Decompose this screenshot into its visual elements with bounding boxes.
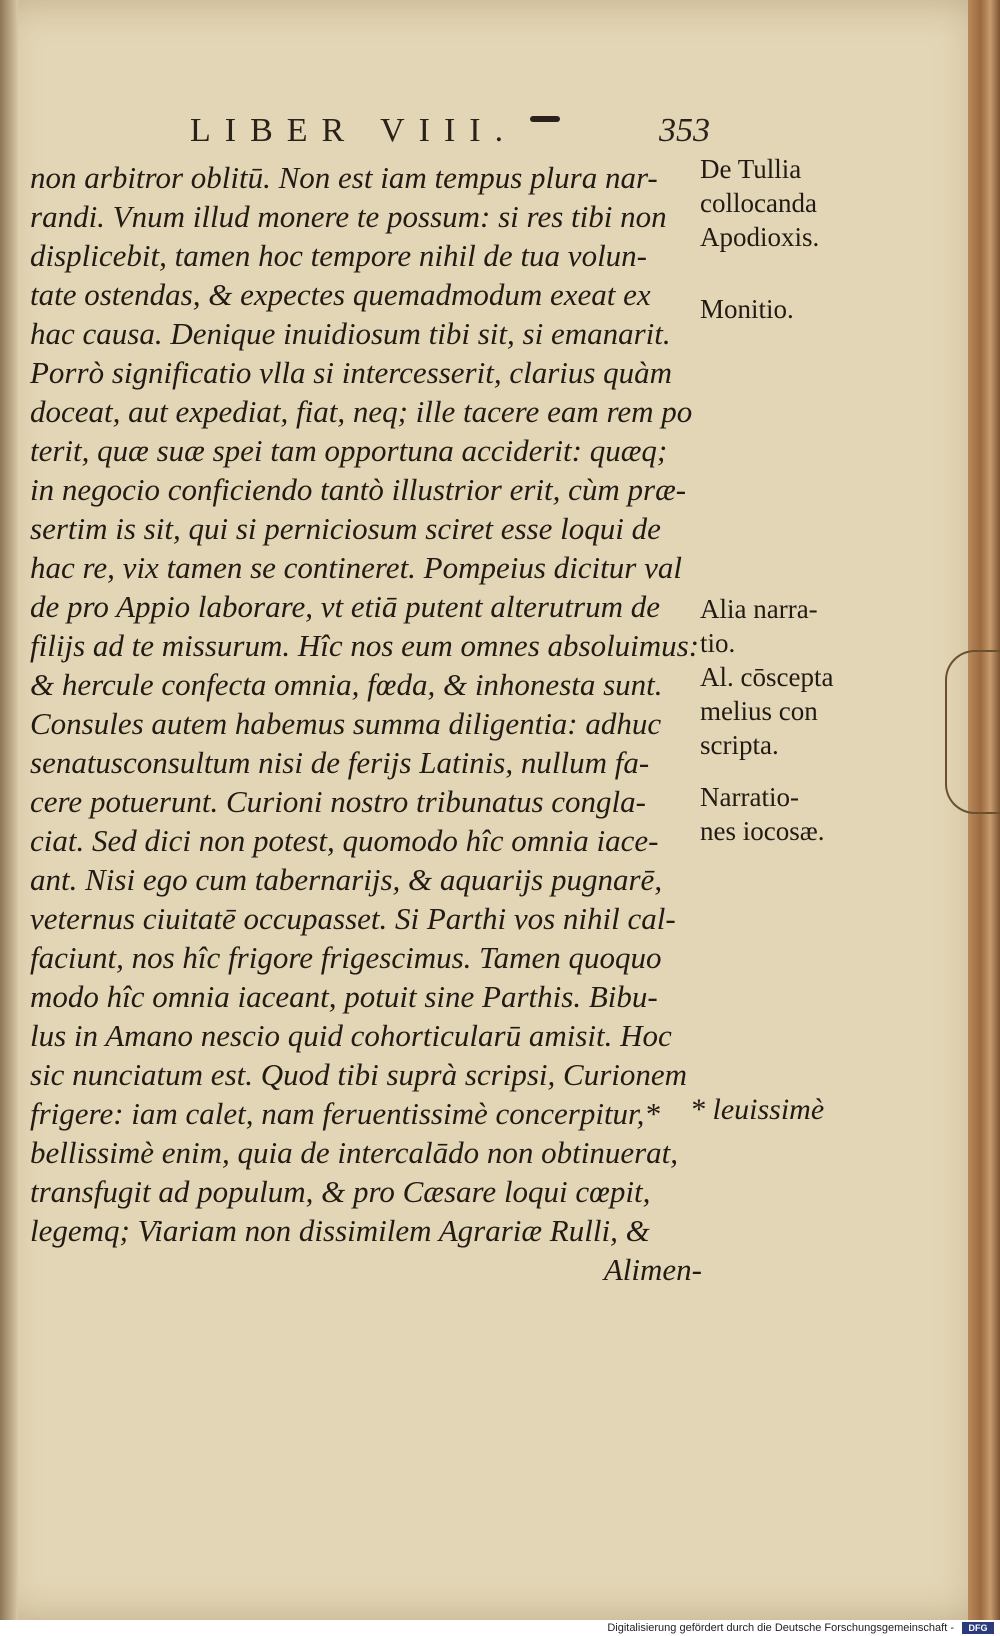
margin-note-line: Monitio. [700,294,794,324]
text-line: de pro Appio laborare, vt etiā putent alterutrum de [30,589,660,624]
text-line: in negocio conficiendo tantò illustrior erit, cùm præ- [30,472,687,507]
text-line: frigere: iam calet, nam feruentissimè concerpitur,* [30,1096,660,1131]
margin-note-line: Al. cōscepta [700,662,834,692]
text-line: filijs ad te missurum. Hîc nos eum omnes absoluimus: [30,628,700,663]
margin-note-line: * leuissimè [690,1093,825,1126]
page-gutter [0,0,18,1620]
catchword-line: Alimen- [603,1252,702,1287]
text-line: veternus ciuitatē occupasset. Si Parthi vos nihil cal- [30,901,676,936]
margin-note-alia-narratio [700,592,833,762]
text-line: tate ostendas, & expectes quemadmodum exeat ex [30,277,651,312]
text-line: transfugit ad populum, & pro Cæsare loqui cœpit, [30,1174,651,1209]
page-header [180,112,710,156]
margin-note-de-tullia [700,152,819,254]
margin-note-line: Narratio- [700,782,799,812]
text-line: & hercule confecta omnia, fœda, & inhonesta sunt. [30,667,663,702]
text-line: displicebit, tamen hoc tempore nihil de tua volun- [30,238,648,273]
ink-mark [530,116,560,122]
text-line: ciat. Sed dici non potest, quomodo hîc omnia iace- [30,823,659,858]
margin-note-line: Apodioxis. [700,222,820,252]
footer-bar [0,1620,1000,1636]
running-title: LIBER VIII. [190,112,518,149]
margin-note-narrationes [700,780,825,848]
margin-note-line: scripta. [700,730,779,760]
text-line: hac re, vix tamen se contineret. Pompeius dicitur val [30,550,682,585]
text-line: hac causa. Denique inuidiosum tibi sit, si emanarit. [30,316,671,351]
margin-note-line: melius con [700,696,818,726]
text-line: randi. Vnum illud monere te possum: si res tibi non [30,199,667,234]
funding-credit: Digitalisierung gefördert durch die Deutsche Forschungsgemeinschaft - [607,1622,954,1634]
margin-note-line: tio. [700,628,736,658]
page-number: 353 [659,112,710,149]
text-line: non arbitror oblitū. Non est iam tempus plura nar- [30,160,658,195]
book-clasp [945,650,1000,814]
margin-note-line: Alia narra- [700,594,818,624]
dfg-logo: DFG [962,1622,994,1634]
margin-note-line: collocanda [700,188,817,218]
text-line: cere potuerunt. Curioni nostro tribunatus congla- [30,784,646,819]
margin-note-monitio [700,292,794,326]
margin-note-line: nes iocosæ. [700,816,825,846]
text-line: doceat, aut expediat, fiat, neq; ille tacere eam rem po [30,394,693,429]
text-line: faciunt, nos hîc frigore frigescimus. Tamen quoquo [30,940,662,975]
text-line: ant. Nisi ego cum tabernarijs, & aquarijs pugnarē, [30,862,663,897]
text-line: legemq; Viariam non dissimilem Agrariæ Rulli, & [30,1213,650,1248]
margin-note-variant-reading [690,1093,824,1127]
margin-note-line: De Tullia [700,154,802,184]
text-line: terit, quæ suæ spei tam opportuna acciderit: quæq; [30,433,668,468]
text-line: modo hîc omnia iaceant, potuit sine Parthis. Bibu- [30,979,658,1014]
text-line: bellissimè enim, quia de intercalādo non obtinuerat, [30,1135,679,1170]
text-line: sic nunciatum est. Quod tibi suprà scripsi, Curionem [30,1057,688,1092]
text-line: senatusconsultum nisi de ferijs Latinis, nullum fa- [30,745,650,780]
text-line: sertim is sit, qui si perniciosum sciret esse loqui de [30,511,661,546]
text-line: Consules autem habemus summa diligentia: adhuc [30,706,662,741]
text-line: Porrò significatio vlla si intercesserit, clarius quàm [30,355,673,390]
body-text [30,158,710,1289]
text-line: lus in Amano nescio quid cohorticularū amisit. Hoc [30,1018,672,1053]
